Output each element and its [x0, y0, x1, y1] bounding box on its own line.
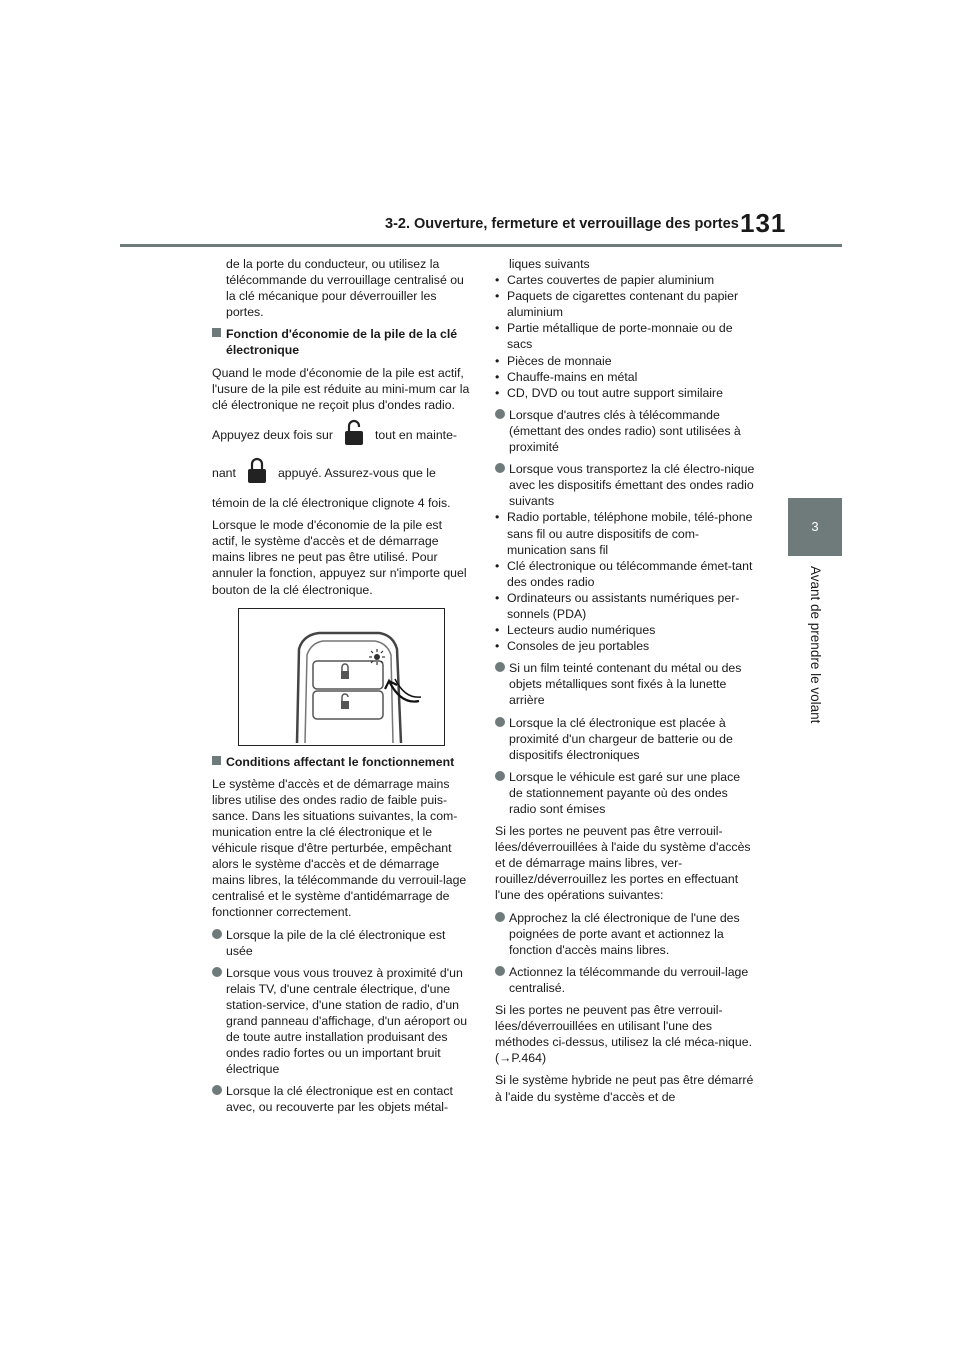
list-item: • Radio portable, téléphone mobile, télé-phone sans fil ou autre dispositifs de com-munication sans fil: [495, 509, 757, 557]
continued-paragraph: liques suivants: [509, 257, 590, 271]
condition-item: [495, 660, 757, 708]
circle-bullet-icon: [212, 1085, 222, 1095]
condition-text: Lorsque vous transportez la clé électro-nique avec les dispositifs émettant des ondes radio suivants: [509, 462, 755, 509]
circle-bullet-icon: [495, 717, 505, 727]
list-item: • CD, DVD ou tout autre support similaire: [495, 385, 757, 401]
condition-item: [212, 927, 470, 959]
device-list: [495, 509, 757, 654]
condition-text: Si un film teinté contenant du métal ou des objets métalliques sont fixés à la lunette arrière: [509, 661, 742, 708]
section-heading-text: Fonction d'économie de la pile de la clé électronique: [226, 327, 458, 358]
square-bullet-icon: [212, 328, 221, 337]
action-text: Actionnez la télécommande du verrouil-lage centralisé.: [509, 964, 749, 995]
chapter-label: Avant de prendre le volant: [808, 566, 823, 724]
circle-bullet-icon: [212, 929, 222, 939]
condition-text: Lorsque la clé électronique est en contact avec, ou recouverte par les objets métal-: [226, 1084, 453, 1115]
condition-text: Lorsque la pile de la clé électronique est usée: [226, 927, 446, 958]
circle-bullet-icon: [495, 966, 505, 976]
press-instruction-line-1: [212, 419, 470, 451]
list-item: • Lecteurs audio numériques: [495, 622, 757, 638]
condition-text: Lorsque la clé électronique est placée à proximité d'un chargeur de batterie ou de dispositifs électroniques: [509, 715, 733, 762]
press-paragraph-end: témoin de la clé électronique clignote 4 fois.: [212, 496, 451, 511]
condition-item: [212, 965, 470, 1078]
condition-item: [495, 769, 757, 817]
condition-text: Lorsque vous vous trouvez à proximité d'un relais TV, d'une centrale électrique, d'une station-service, d'une station de radio, d'un grand panneau d'affichage, d'un aéroport ou de toute autre installation produisant des ondes radio fortes ou un important bruit électrique: [226, 965, 468, 1077]
right-column: [495, 256, 757, 1111]
lock-icon: [246, 457, 268, 489]
list-item: • Ordinateurs ou assistants numériques per-sonnels (PDA): [495, 590, 757, 622]
square-bullet-icon: [212, 756, 221, 765]
condition-text: Lorsque d'autres clés à télécommande (émettant des ondes radio) sont utilisées à proximité: [509, 407, 741, 455]
condition-item: [495, 715, 757, 763]
press-text: appuyé. Assurez-vous que le: [277, 465, 436, 480]
list-item: • Consoles de jeu portables: [495, 638, 757, 654]
unlock-icon: [343, 419, 365, 451]
section-heading-text: Conditions affectant le fonctionnement: [226, 754, 455, 769]
condition-item: [495, 461, 757, 509]
intro-paragraph: de la porte du conducteur, ou utilisez la télécommande du verrouillage centralisé ou la clé mécanique pour déverrouiller les portes.: [226, 257, 464, 320]
circle-bullet-icon: [495, 409, 505, 419]
list-item: • Chauffe-mains en métal: [495, 369, 757, 385]
mechanical-key-paragraph: Si les portes ne peuvent pas être verrouil-lées/déverrouillées en utilisant l'une des méthodes ci-dessus, utilisez la clé méca-nique. (→P.464): [495, 1003, 752, 1066]
action-text: Approchez la clé électronique de l'une des poignées de porte avant et actionnez la fonction d'accès mains libres.: [509, 910, 740, 957]
list-item: • Pièces de monnaie: [495, 353, 757, 369]
press-text: nant: [212, 465, 236, 480]
battery-paragraph: Quand le mode d'économie de la pile est actif, l'usure de la pile est réduite au mini-mum car la clé électronique ne reçoit plus d'ondes radio.: [212, 365, 470, 412]
circle-bullet-icon: [495, 912, 505, 922]
list-item: • Clé électronique ou télécommande émet-tant des ondes radio: [495, 558, 757, 590]
section-heading-battery: [212, 326, 470, 358]
header-title: 3-2. Ouverture, fermeture et verrouillage des portes: [385, 216, 739, 232]
list-item: • Paquets de cigarettes contenant du papier aluminium: [495, 288, 757, 320]
conditions-paragraph: Le système d'accès et de démarrage mains libres utilise des ondes radio de faible puis-sance. Dans les situations suivantes, la com-munication entre la clé électronique et le véhicule risque d'être perturbée, empêchant alors le système d'accès et de démarrage mains libres, la télécommande du verrouil-lage centralisé et le système d'antidémarrage de fonctionner correctement.: [212, 776, 467, 920]
section-heading-conditions: [212, 754, 470, 770]
list-item: • Cartes couvertes de papier aluminium: [495, 272, 757, 288]
press-text: tout en mainte-: [375, 427, 458, 442]
hybrid-paragraph: Si le système hybride ne peut pas être démarré à l'aide du système d'accès et de: [495, 1073, 754, 1104]
press-instruction-line-2: [212, 457, 470, 489]
circle-bullet-icon: [495, 463, 505, 473]
press-text: Appuyez deux fois sur: [212, 427, 333, 442]
key-fob-illustration: [238, 608, 445, 746]
page-number: 131: [740, 208, 787, 238]
left-column: [212, 256, 470, 1122]
condition-text: Lorsque le véhicule est garé sur une place de stationnement payante où des ondes radio sont émises: [509, 769, 741, 816]
fallback-paragraph: Si les portes ne peuvent pas être verrouil-lées/déverrouillées à l'aide du système d'accès et de démarrage mains libres, ver-rouillez/déverrouillez les portes en effectuant l'une des opérations suivantes:: [495, 824, 751, 903]
chapter-tab[interactable]: 3: [788, 498, 842, 556]
circle-bullet-icon: [495, 662, 505, 672]
mode-paragraph: Lorsque le mode d'économie de la pile est actif, le système d'accès et de démarrage mains libres ne peut pas être utilisé. Pour annuler la fonction, appuyez sur n'importe quel bouton de la clé électronique.: [212, 518, 467, 597]
condition-item: [495, 407, 757, 455]
action-item: [495, 910, 757, 958]
action-item: [495, 964, 757, 996]
circle-bullet-icon: [495, 771, 505, 781]
metal-object-list: [495, 272, 757, 401]
circle-bullet-icon: [212, 967, 222, 977]
list-item: • Partie métallique de porte-monnaie ou de sacs: [495, 320, 757, 352]
header-rule: [120, 244, 842, 247]
condition-item: [212, 1083, 470, 1115]
